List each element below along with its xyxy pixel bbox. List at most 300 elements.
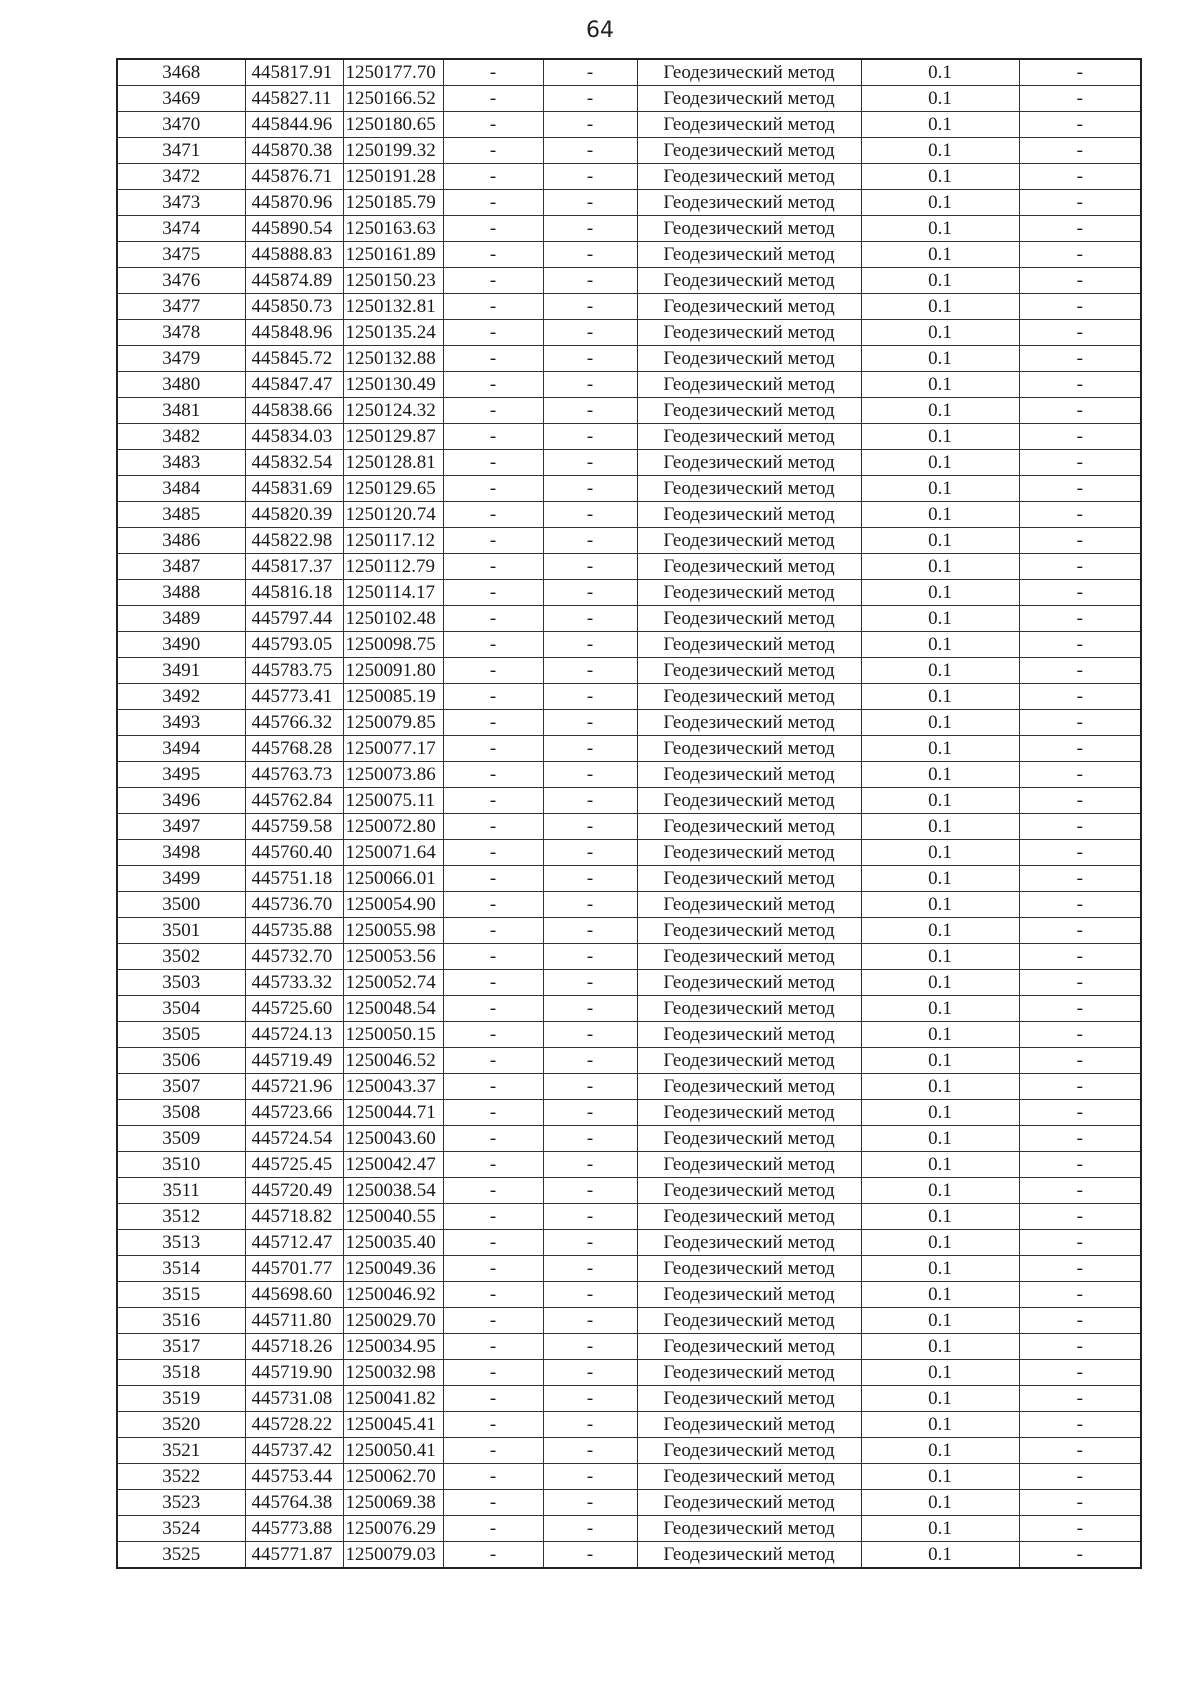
- table-row: [117, 450, 1141, 476]
- table-row: [117, 59, 1141, 86]
- x-coordinate-cell: 445719.49: [245, 1048, 343, 1074]
- empty-cell: -: [543, 1204, 637, 1230]
- empty-cell: -: [543, 1360, 637, 1386]
- empty-cell: -: [543, 658, 637, 684]
- x-coordinate-cell: 445817.37: [245, 554, 343, 580]
- empty-cell: -: [443, 164, 543, 190]
- x-coordinate-cell: 445725.60: [245, 996, 343, 1022]
- empty-cell: -: [1019, 424, 1141, 450]
- empty-cell: -: [543, 1282, 637, 1308]
- empty-cell: -: [443, 1438, 543, 1464]
- y-coordinate-cell: 1250038.54: [343, 1178, 443, 1204]
- accuracy-cell: 0.1: [861, 164, 1019, 190]
- method-cell: Геодезический метод: [637, 918, 861, 944]
- table-row: [117, 1282, 1141, 1308]
- empty-cell: -: [1019, 450, 1141, 476]
- table-row: [117, 1542, 1141, 1569]
- empty-cell: -: [543, 840, 637, 866]
- method-cell: Геодезический метод: [637, 528, 861, 554]
- y-coordinate-cell: 1250098.75: [343, 632, 443, 658]
- accuracy-cell: 0.1: [861, 242, 1019, 268]
- y-coordinate-cell: 1250071.64: [343, 840, 443, 866]
- x-coordinate-cell: 445773.41: [245, 684, 343, 710]
- accuracy-cell: 0.1: [861, 788, 1019, 814]
- point-number-cell: 3474: [117, 216, 245, 242]
- accuracy-cell: 0.1: [861, 1516, 1019, 1542]
- empty-cell: -: [443, 580, 543, 606]
- table-row: [117, 1022, 1141, 1048]
- method-cell: Геодезический метод: [637, 814, 861, 840]
- empty-cell: -: [1019, 1204, 1141, 1230]
- method-cell: Геодезический метод: [637, 1022, 861, 1048]
- empty-cell: -: [1019, 372, 1141, 398]
- table-row: [117, 814, 1141, 840]
- accuracy-cell: 0.1: [861, 1308, 1019, 1334]
- empty-cell: -: [443, 112, 543, 138]
- method-cell: Геодезический метод: [637, 632, 861, 658]
- x-coordinate-cell: 445890.54: [245, 216, 343, 242]
- y-coordinate-cell: 1250150.23: [343, 268, 443, 294]
- empty-cell: -: [1019, 294, 1141, 320]
- y-coordinate-cell: 1250124.32: [343, 398, 443, 424]
- empty-cell: -: [443, 1048, 543, 1074]
- empty-cell: -: [1019, 528, 1141, 554]
- table-row: [117, 1308, 1141, 1334]
- table-row: [117, 164, 1141, 190]
- empty-cell: -: [543, 788, 637, 814]
- point-number-cell: 3512: [117, 1204, 245, 1230]
- empty-cell: -: [1019, 398, 1141, 424]
- empty-cell: -: [543, 320, 637, 346]
- empty-cell: -: [543, 762, 637, 788]
- empty-cell: -: [1019, 944, 1141, 970]
- y-coordinate-cell: 1250075.11: [343, 788, 443, 814]
- accuracy-cell: 0.1: [861, 59, 1019, 86]
- empty-cell: -: [1019, 866, 1141, 892]
- empty-cell: -: [1019, 1152, 1141, 1178]
- empty-cell: -: [543, 450, 637, 476]
- x-coordinate-cell: 445712.47: [245, 1230, 343, 1256]
- method-cell: Геодезический метод: [637, 1516, 861, 1542]
- x-coordinate-cell: 445845.72: [245, 346, 343, 372]
- method-cell: Геодезический метод: [637, 892, 861, 918]
- x-coordinate-cell: 445874.89: [245, 268, 343, 294]
- table-row: [117, 684, 1141, 710]
- point-number-cell: 3492: [117, 684, 245, 710]
- method-cell: Геодезический метод: [637, 736, 861, 762]
- x-coordinate-cell: 445844.96: [245, 112, 343, 138]
- y-coordinate-cell: 1250046.92: [343, 1282, 443, 1308]
- point-number-cell: 3477: [117, 294, 245, 320]
- y-coordinate-cell: 1250046.52: [343, 1048, 443, 1074]
- point-number-cell: 3484: [117, 476, 245, 502]
- empty-cell: -: [543, 1022, 637, 1048]
- table-row: [117, 1360, 1141, 1386]
- empty-cell: -: [1019, 320, 1141, 346]
- point-number-cell: 3478: [117, 320, 245, 346]
- x-coordinate-cell: 445766.32: [245, 710, 343, 736]
- empty-cell: -: [1019, 554, 1141, 580]
- y-coordinate-cell: 1250076.29: [343, 1516, 443, 1542]
- accuracy-cell: 0.1: [861, 372, 1019, 398]
- point-number-cell: 3503: [117, 970, 245, 996]
- y-coordinate-cell: 1250044.71: [343, 1100, 443, 1126]
- accuracy-cell: 0.1: [861, 632, 1019, 658]
- x-coordinate-cell: 445720.49: [245, 1178, 343, 1204]
- empty-cell: -: [543, 502, 637, 528]
- point-number-cell: 3518: [117, 1360, 245, 1386]
- empty-cell: -: [1019, 1386, 1141, 1412]
- y-coordinate-cell: 1250050.41: [343, 1438, 443, 1464]
- y-coordinate-cell: 1250048.54: [343, 996, 443, 1022]
- point-number-cell: 3491: [117, 658, 245, 684]
- x-coordinate-cell: 445724.13: [245, 1022, 343, 1048]
- method-cell: Геодезический метод: [637, 788, 861, 814]
- y-coordinate-cell: 1250129.87: [343, 424, 443, 450]
- method-cell: Геодезический метод: [637, 164, 861, 190]
- method-cell: Геодезический метод: [637, 658, 861, 684]
- accuracy-cell: 0.1: [861, 580, 1019, 606]
- empty-cell: -: [443, 1204, 543, 1230]
- empty-cell: -: [543, 944, 637, 970]
- point-number-cell: 3495: [117, 762, 245, 788]
- y-coordinate-cell: 1250029.70: [343, 1308, 443, 1334]
- y-coordinate-cell: 1250128.81: [343, 450, 443, 476]
- point-number-cell: 3475: [117, 242, 245, 268]
- table-row: [117, 502, 1141, 528]
- empty-cell: -: [543, 138, 637, 164]
- empty-cell: -: [1019, 710, 1141, 736]
- method-cell: Геодезический метод: [637, 112, 861, 138]
- empty-cell: -: [543, 814, 637, 840]
- method-cell: Геодезический метод: [637, 710, 861, 736]
- accuracy-cell: 0.1: [861, 736, 1019, 762]
- point-number-cell: 3511: [117, 1178, 245, 1204]
- accuracy-cell: 0.1: [861, 268, 1019, 294]
- empty-cell: -: [543, 1256, 637, 1282]
- method-cell: Геодезический метод: [637, 1360, 861, 1386]
- empty-cell: -: [543, 216, 637, 242]
- table-row: [117, 944, 1141, 970]
- point-number-cell: 3487: [117, 554, 245, 580]
- point-number-cell: 3509: [117, 1126, 245, 1152]
- table-row: [117, 762, 1141, 788]
- accuracy-cell: 0.1: [861, 554, 1019, 580]
- empty-cell: -: [443, 1100, 543, 1126]
- accuracy-cell: 0.1: [861, 1022, 1019, 1048]
- empty-cell: -: [543, 606, 637, 632]
- empty-cell: -: [1019, 1178, 1141, 1204]
- empty-cell: -: [1019, 658, 1141, 684]
- method-cell: Геодезический метод: [637, 216, 861, 242]
- x-coordinate-cell: 445848.96: [245, 320, 343, 346]
- accuracy-cell: 0.1: [861, 1230, 1019, 1256]
- y-coordinate-cell: 1250034.95: [343, 1334, 443, 1360]
- point-number-cell: 3521: [117, 1438, 245, 1464]
- method-cell: Геодезический метод: [637, 1490, 861, 1516]
- empty-cell: -: [443, 710, 543, 736]
- accuracy-cell: 0.1: [861, 1100, 1019, 1126]
- point-number-cell: 3476: [117, 268, 245, 294]
- empty-cell: -: [543, 1516, 637, 1542]
- empty-cell: -: [443, 1022, 543, 1048]
- empty-cell: -: [543, 424, 637, 450]
- empty-cell: -: [443, 632, 543, 658]
- empty-cell: -: [443, 1516, 543, 1542]
- x-coordinate-cell: 445768.28: [245, 736, 343, 762]
- y-coordinate-cell: 1250042.47: [343, 1152, 443, 1178]
- empty-cell: -: [443, 840, 543, 866]
- point-number-cell: 3501: [117, 918, 245, 944]
- y-coordinate-cell: 1250077.17: [343, 736, 443, 762]
- table-row: [117, 736, 1141, 762]
- empty-cell: -: [543, 684, 637, 710]
- x-coordinate-cell: 445735.88: [245, 918, 343, 944]
- empty-cell: -: [443, 736, 543, 762]
- empty-cell: -: [543, 86, 637, 112]
- empty-cell: -: [1019, 1230, 1141, 1256]
- table-row: [117, 216, 1141, 242]
- point-number-cell: 3514: [117, 1256, 245, 1282]
- y-coordinate-cell: 1250163.63: [343, 216, 443, 242]
- empty-cell: -: [1019, 1048, 1141, 1074]
- accuracy-cell: 0.1: [861, 1360, 1019, 1386]
- y-coordinate-cell: 1250085.19: [343, 684, 443, 710]
- empty-cell: -: [543, 476, 637, 502]
- empty-cell: -: [443, 970, 543, 996]
- y-coordinate-cell: 1250191.28: [343, 164, 443, 190]
- method-cell: Геодезический метод: [637, 1438, 861, 1464]
- y-coordinate-cell: 1250091.80: [343, 658, 443, 684]
- accuracy-cell: 0.1: [861, 216, 1019, 242]
- empty-cell: -: [443, 1386, 543, 1412]
- x-coordinate-cell: 445847.47: [245, 372, 343, 398]
- y-coordinate-cell: 1250185.79: [343, 190, 443, 216]
- empty-cell: -: [1019, 242, 1141, 268]
- empty-cell: -: [1019, 1022, 1141, 1048]
- empty-cell: -: [443, 788, 543, 814]
- y-coordinate-cell: 1250066.01: [343, 866, 443, 892]
- method-cell: Геодезический метод: [637, 1464, 861, 1490]
- empty-cell: -: [543, 1308, 637, 1334]
- point-number-cell: 3482: [117, 424, 245, 450]
- x-coordinate-cell: 445728.22: [245, 1412, 343, 1438]
- x-coordinate-cell: 445817.91: [245, 59, 343, 86]
- empty-cell: -: [543, 1048, 637, 1074]
- y-coordinate-cell: 1250079.85: [343, 710, 443, 736]
- method-cell: Геодезический метод: [637, 1282, 861, 1308]
- table-row: [117, 1230, 1141, 1256]
- point-number-cell: 3525: [117, 1542, 245, 1569]
- empty-cell: -: [443, 658, 543, 684]
- empty-cell: -: [443, 268, 543, 294]
- accuracy-cell: 0.1: [861, 1048, 1019, 1074]
- y-coordinate-cell: 1250120.74: [343, 502, 443, 528]
- empty-cell: -: [1019, 190, 1141, 216]
- x-coordinate-cell: 445763.73: [245, 762, 343, 788]
- empty-cell: -: [443, 866, 543, 892]
- method-cell: Геодезический метод: [637, 996, 861, 1022]
- x-coordinate-cell: 445831.69: [245, 476, 343, 502]
- table-row: [117, 554, 1141, 580]
- accuracy-cell: 0.1: [861, 1256, 1019, 1282]
- method-cell: Геодезический метод: [637, 190, 861, 216]
- method-cell: Геодезический метод: [637, 1204, 861, 1230]
- empty-cell: -: [443, 684, 543, 710]
- empty-cell: -: [543, 632, 637, 658]
- empty-cell: -: [443, 1360, 543, 1386]
- table-row: [117, 1438, 1141, 1464]
- point-number-cell: 3489: [117, 606, 245, 632]
- empty-cell: -: [543, 1230, 637, 1256]
- table-row: [117, 658, 1141, 684]
- point-number-cell: 3496: [117, 788, 245, 814]
- table-row: [117, 1516, 1141, 1542]
- empty-cell: -: [1019, 112, 1141, 138]
- table-row: [117, 190, 1141, 216]
- table-row: [117, 788, 1141, 814]
- table-row: [117, 1412, 1141, 1438]
- method-cell: Геодезический метод: [637, 762, 861, 788]
- method-cell: Геодезический метод: [637, 554, 861, 580]
- empty-cell: -: [443, 294, 543, 320]
- y-coordinate-cell: 1250117.12: [343, 528, 443, 554]
- empty-cell: -: [443, 762, 543, 788]
- empty-cell: -: [443, 398, 543, 424]
- empty-cell: -: [543, 164, 637, 190]
- table-row: [117, 918, 1141, 944]
- table-row: [117, 1490, 1141, 1516]
- empty-cell: -: [1019, 1074, 1141, 1100]
- empty-cell: -: [443, 892, 543, 918]
- point-number-cell: 3522: [117, 1464, 245, 1490]
- method-cell: Геодезический метод: [637, 866, 861, 892]
- point-number-cell: 3523: [117, 1490, 245, 1516]
- empty-cell: -: [443, 1490, 543, 1516]
- y-coordinate-cell: 1250130.49: [343, 372, 443, 398]
- accuracy-cell: 0.1: [861, 606, 1019, 632]
- empty-cell: -: [443, 242, 543, 268]
- empty-cell: -: [443, 424, 543, 450]
- empty-cell: -: [443, 372, 543, 398]
- empty-cell: -: [443, 918, 543, 944]
- x-coordinate-cell: 445718.26: [245, 1334, 343, 1360]
- empty-cell: -: [543, 294, 637, 320]
- accuracy-cell: 0.1: [861, 502, 1019, 528]
- point-number-cell: 3493: [117, 710, 245, 736]
- empty-cell: -: [443, 320, 543, 346]
- x-coordinate-cell: 445820.39: [245, 502, 343, 528]
- empty-cell: -: [1019, 1334, 1141, 1360]
- x-coordinate-cell: 445838.66: [245, 398, 343, 424]
- x-coordinate-cell: 445834.03: [245, 424, 343, 450]
- method-cell: Геодезический метод: [637, 424, 861, 450]
- y-coordinate-cell: 1250135.24: [343, 320, 443, 346]
- empty-cell: -: [443, 1126, 543, 1152]
- empty-cell: -: [543, 242, 637, 268]
- y-coordinate-cell: 1250045.41: [343, 1412, 443, 1438]
- y-coordinate-cell: 1250032.98: [343, 1360, 443, 1386]
- x-coordinate-cell: 445793.05: [245, 632, 343, 658]
- point-number-cell: 3498: [117, 840, 245, 866]
- point-number-cell: 3494: [117, 736, 245, 762]
- point-number-cell: 3479: [117, 346, 245, 372]
- table-row: [117, 398, 1141, 424]
- empty-cell: -: [443, 216, 543, 242]
- empty-cell: -: [443, 554, 543, 580]
- accuracy-cell: 0.1: [861, 528, 1019, 554]
- accuracy-cell: 0.1: [861, 684, 1019, 710]
- accuracy-cell: 0.1: [861, 1126, 1019, 1152]
- empty-cell: -: [543, 1178, 637, 1204]
- method-cell: Геодезический метод: [637, 138, 861, 164]
- method-cell: Геодезический метод: [637, 476, 861, 502]
- point-number-cell: 3507: [117, 1074, 245, 1100]
- accuracy-cell: 0.1: [861, 658, 1019, 684]
- x-coordinate-cell: 445753.44: [245, 1464, 343, 1490]
- empty-cell: -: [443, 528, 543, 554]
- empty-cell: -: [1019, 86, 1141, 112]
- empty-cell: -: [443, 1256, 543, 1282]
- method-cell: Геодезический метод: [637, 1230, 861, 1256]
- empty-cell: -: [443, 1282, 543, 1308]
- method-cell: Геодезический метод: [637, 59, 861, 86]
- y-coordinate-cell: 1250050.15: [343, 1022, 443, 1048]
- method-cell: Геодезический метод: [637, 1308, 861, 1334]
- table-row: [117, 1334, 1141, 1360]
- accuracy-cell: 0.1: [861, 944, 1019, 970]
- point-number-cell: 3468: [117, 59, 245, 86]
- empty-cell: -: [543, 866, 637, 892]
- empty-cell: -: [543, 1386, 637, 1412]
- accuracy-cell: 0.1: [861, 398, 1019, 424]
- x-coordinate-cell: 445698.60: [245, 1282, 343, 1308]
- method-cell: Геодезический метод: [637, 242, 861, 268]
- empty-cell: -: [1019, 580, 1141, 606]
- accuracy-cell: 0.1: [861, 918, 1019, 944]
- accuracy-cell: 0.1: [861, 840, 1019, 866]
- empty-cell: -: [443, 450, 543, 476]
- x-coordinate-cell: 445764.38: [245, 1490, 343, 1516]
- empty-cell: -: [1019, 1308, 1141, 1334]
- empty-cell: -: [543, 554, 637, 580]
- empty-cell: -: [1019, 502, 1141, 528]
- point-number-cell: 3502: [117, 944, 245, 970]
- table-row: [117, 866, 1141, 892]
- table-row: [117, 606, 1141, 632]
- y-coordinate-cell: 1250102.48: [343, 606, 443, 632]
- page-number: 64: [586, 18, 614, 43]
- method-cell: Геодезический метод: [637, 398, 861, 424]
- table-row: [117, 372, 1141, 398]
- point-number-cell: 3490: [117, 632, 245, 658]
- empty-cell: -: [443, 1152, 543, 1178]
- empty-cell: -: [1019, 138, 1141, 164]
- point-number-cell: 3497: [117, 814, 245, 840]
- point-number-cell: 3519: [117, 1386, 245, 1412]
- table-row: [117, 476, 1141, 502]
- table-row: [117, 112, 1141, 138]
- point-number-cell: 3486: [117, 528, 245, 554]
- empty-cell: -: [443, 190, 543, 216]
- method-cell: Геодезический метод: [637, 606, 861, 632]
- x-coordinate-cell: 445733.32: [245, 970, 343, 996]
- accuracy-cell: 0.1: [861, 476, 1019, 502]
- empty-cell: -: [1019, 606, 1141, 632]
- table-row: [117, 424, 1141, 450]
- table-row: [117, 1204, 1141, 1230]
- accuracy-cell: 0.1: [861, 294, 1019, 320]
